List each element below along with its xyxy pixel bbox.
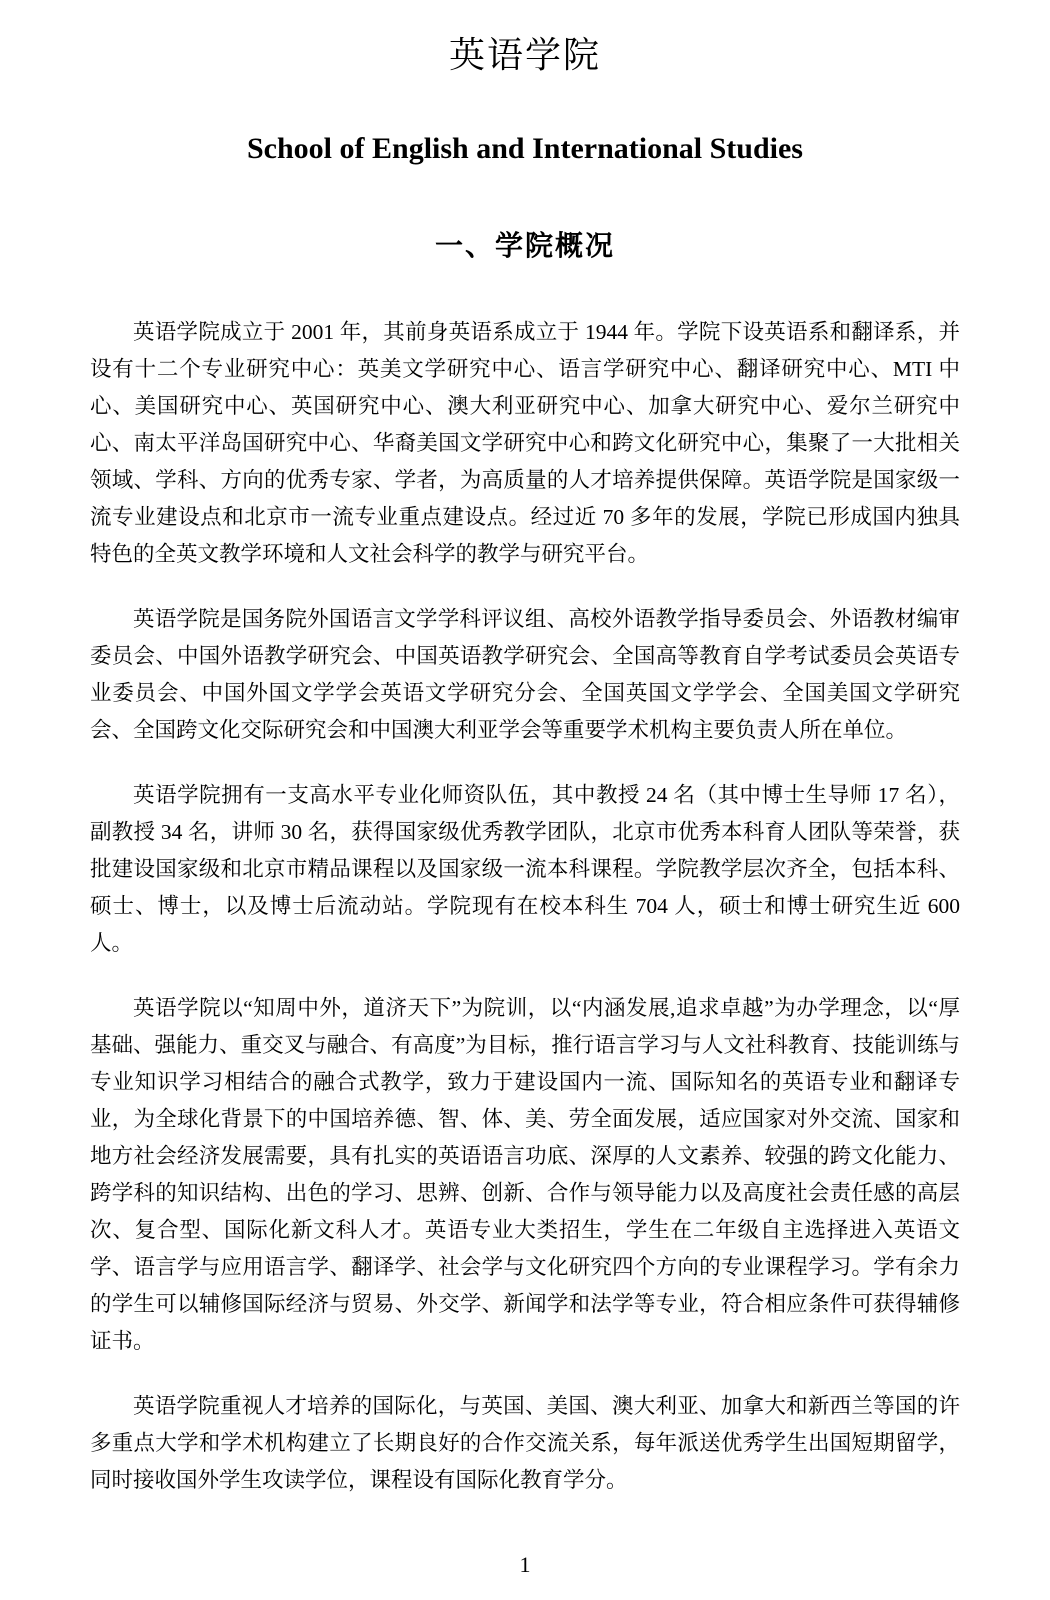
document-body [0,314,1050,1499]
page-number: 1 [519,1552,531,1577]
paragraph-overview: 英语学院成立于 2001 年，其前身英语系成立于 1944 年。学院下设英语系和翻译系，并设有十二个专业研究中心：英美文学研究中心、语言学研究中心、翻译研究中心、MTI 中心、美国研究中心、英国研究中心、澳大利亚研究中心、加拿大研究中心、爱尔兰研究中心、南太平洋岛国研究中心、华裔美国文学研究中心和跨文化研究中心，集聚了一大批相关领域、学科、方向的优秀专家、学者，为高质量的人才培养提供保障。英语学院是国家级一流专业建设点和北京市一流专业重点建设点。经过近 70 多年的发展，学院已形成国内独具特色的全英文教学环境和人文社会科学的教学与研究平台。 [90,320,960,566]
paragraph-internationalization: 英语学院重视人才培养的国际化，与英国、美国、澳大利亚、加拿大和新西兰等国的许多重点大学和学术机构建立了长期良好的合作交流关系，每年派送优秀学生出国短期留学，同时接收国外学生攻读学位，课程设有国际化教育学分。 [90,1394,960,1492]
paragraph-faculty-students: 英语学院拥有一支高水平专业化师资队伍，其中教授 24 名（其中博士生导师 17 名），副教授 34 名，讲师 30 名，获得国家级优秀教学团队，北京市优秀本科育人团队等荣誉，获批建设国家级和北京市精品课程以及国家级一流本科课程。学院教学层次齐全，包括本科、硕士、博士，以及博士后流动站。学院现有在校本科生 704 人，硕士和博士研究生近 600 人。 [90,783,960,955]
paragraph-motto-training: 英语学院以“知周中外，道济天下”为院训，以“内涵发展,追求卓越”为办学理念，以“厚基础、强能力、重交叉与融合、有高度”为目标，推行语言学习与人文社科教育、技能训练与专业知识学习相结合的融合式教学，致力于建设国内一流、国际知名的英语专业和翻译专业，为全球化背景下的中国培养德、智、体、美、劳全面发展，适应国家对外交流、国家和地方社会经济发展需要，具有扎实的英语语言功底、深厚的人文素养、较强的跨文化能力、跨学科的知识结构、出色的学习、思辨、创新、合作与领导能力以及高度社会责任感的高层次、复合型、国际化新文科人才。英语专业大类招生，学生在二年级自主选择进入英语文学、语言学与应用语言学、翻译学、社会学与文化研究四个方向的专业课程学习。学有余力的学生可以辅修国际经济与贸易、外交学、新闻学和法学等专业，符合相应条件可获得辅修证书。 [90,996,960,1353]
section-heading: 一、学院概况 [434,230,615,261]
paragraph-academic-organizations: 英语学院是国务院外国语言文学学科评议组、高校外语教学指导委员会、外语教材编审委员会、中国外语教学研究会、中国英语教学研究会、全国高等教育自学考试委员会英语专业委员会、中国外国文学学会英语文学研究分会、全国英国文学学会、全国美国文学研究会、全国跨文化交际研究会和中国澳大利亚学会等重要学术机构主要负责人所在单位。 [90,607,960,742]
page-title-chinese: 英语学院 [448,35,601,75]
page-title-english: School of English and International Studies [247,132,803,165]
